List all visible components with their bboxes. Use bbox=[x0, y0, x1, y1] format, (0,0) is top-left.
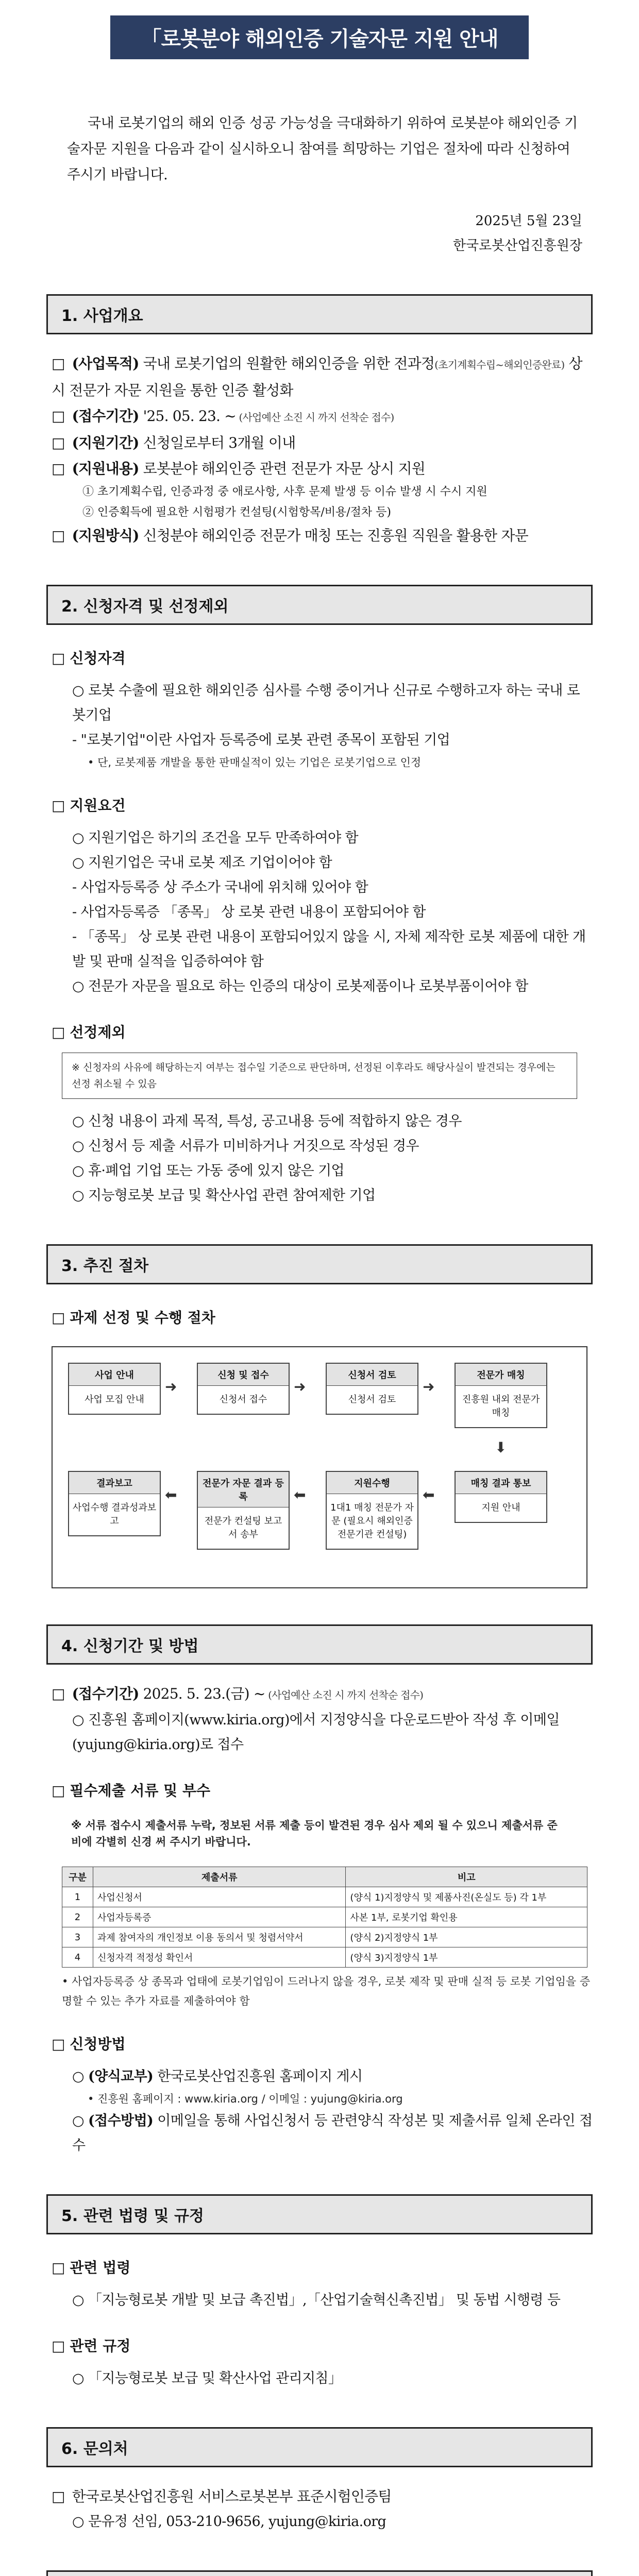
section-3-body bbox=[46, 1305, 593, 1588]
table-row: 2 사업자등록증 사본 1부, 로봇기업 확인용 bbox=[62, 1907, 587, 1927]
required-docs-table bbox=[62, 1867, 587, 1968]
requirement-item: - 「종목」 상 로봇 관련 내용이 포함되어있지 않을 시, 자체 제작한 로봇 제품에 대한 개발 및 판매 실적을 입증하여야 함 bbox=[72, 925, 593, 974]
eligibility-def: - "로봇기업"이란 사업자 등록증에 로봇 관련 종목이 포함된 기업 bbox=[72, 728, 593, 753]
period-line: □ (지원기간) 신청일로부터 3개월 이내 bbox=[52, 430, 593, 456]
arrow-right-icon: ➜ bbox=[423, 1378, 435, 1395]
rules-item: ○ 「지능형로봇 보급 및 확산사업 관리지침」 bbox=[72, 2366, 593, 2391]
exclusion-item: ○ 신청 내용이 과제 목적, 특성, 공고내용 등에 적합하지 않은 경우 bbox=[72, 1109, 593, 1134]
section-4-body bbox=[46, 1681, 593, 2158]
exclusion-item: ○ 휴·폐업 기업 또는 가동 중에 있지 않은 기업 bbox=[72, 1159, 593, 1183]
flow-step: 신청 및 접수 신청서 접수 bbox=[197, 1363, 290, 1415]
process-flowchart bbox=[52, 1346, 587, 1588]
exclusion-item: ○ 신청서 등 제출 서류가 미비하거나 거짓으로 작성된 경우 bbox=[72, 1134, 593, 1159]
section-6-heading: 6. 문의처 bbox=[46, 2427, 593, 2467]
requirement-item: ○ 전문가 자문을 필요로 하는 인증의 대상이 로봇제품이나 로봇부품이어야 함 bbox=[72, 974, 593, 999]
exclusion-heading: □ 선정제외 bbox=[52, 1020, 593, 1045]
issuing-org: 한국로봇산업진흥원장 bbox=[452, 238, 582, 253]
arrow-left-icon: ⬅ bbox=[165, 1486, 177, 1503]
flow-step: 매칭 결과 통보 지원 안내 bbox=[455, 1471, 547, 1523]
required-docs-heading: □ 필수제출 서류 및 부수 bbox=[52, 1778, 593, 1804]
requirement-item: - 사업자등록증 상 주소가 국내에 위치해 있어야 함 bbox=[72, 875, 593, 900]
table-row: 1 사업신청서 (양식 1)지정양식 및 제품사진(온실도 등) 각 1부 bbox=[62, 1887, 587, 1907]
content-sub-1: ① 초기계획수립, 인증과정 중 애로사항, 사후 문제 발생 등 이슈 발생 시 수시 지원 bbox=[82, 485, 487, 498]
flow-step: 전문가 매칭 진흥원 내외 전문가 매칭 bbox=[455, 1363, 547, 1428]
section-1-heading: 1. 사업개요 bbox=[46, 294, 593, 334]
arrow-down-icon: ⬇ bbox=[495, 1439, 507, 1456]
table-row: 3 과제 참여자의 개인정보 이용 동의서 및 청렴서약서 (양식 2)지정양식 1부 bbox=[62, 1927, 587, 1947]
section-4-heading: 4. 신청기간 및 방법 bbox=[46, 1624, 593, 1665]
section-1-body bbox=[46, 351, 593, 549]
apply-contact-note: • 진흥원 홈페이지 : www.kiria.org / 이메일 : yujung@kiria.org bbox=[88, 2089, 593, 2109]
apply-method-heading: □ 신청방법 bbox=[52, 2031, 593, 2057]
table-header-row: 구분 제출서류 비고 bbox=[62, 1867, 587, 1887]
section-2-body bbox=[46, 646, 593, 1208]
flow-step: 신청서 검토 신청서 검토 bbox=[326, 1363, 418, 1415]
exclusion-item: ○ 지능형로봇 보급 및 확산사업 관련 참여제한 기업 bbox=[72, 1183, 593, 1208]
receipt-period-line: □ (접수기간) 2025. 5. 23.(금) ~ (사업예산 소진 시 까지 선착순 접수) bbox=[52, 1681, 593, 1708]
laws-heading: □ 관련 법령 bbox=[52, 2255, 593, 2281]
contact-person: ○ 문유정 선임, 053-210-9656, yujung@kiria.org bbox=[72, 2510, 593, 2534]
arrow-left-icon: ⬅ bbox=[423, 1486, 435, 1503]
section-7-heading bbox=[46, 2570, 593, 2576]
receipt-period-sub: ○ 진흥원 홈페이지(www.kiria.org)에서 지정양식을 다운로드받아 작성 후 이메일(yujung@kiria.org)로 접수 bbox=[72, 1708, 593, 1757]
arrow-right-icon: ➜ bbox=[165, 1378, 177, 1395]
section-5-body bbox=[46, 2255, 593, 2391]
flow-step: 결과보고 사업수행 결과성과보고 bbox=[68, 1471, 161, 1536]
requirement-item: ○ 지원기업은 국내 로봇 제조 기업이어야 함 bbox=[72, 851, 593, 875]
rules-heading: □ 관련 규정 bbox=[52, 2333, 593, 2359]
issue-block bbox=[46, 209, 582, 258]
table-row: 4 신청자격 적정성 확인서 (양식 3)지정양식 1부 bbox=[62, 1947, 587, 1968]
flow-step: 전문가 자문 결과 등록 전문가 컨설팅 보고서 송부 bbox=[197, 1471, 290, 1550]
exclusion-note: ※ 신청자의 사유에 해당하는지 여부는 접수일 기준으로 판단하며, 선정된 이후라도 해당사실이 발견되는 경우에는 선정 취소될 수 있음 bbox=[62, 1053, 577, 1099]
section-3-heading: 3. 추진 절차 bbox=[46, 1244, 593, 1284]
arrow-left-icon: ⬅ bbox=[294, 1486, 306, 1503]
title-wrap bbox=[46, 0, 593, 59]
flow-step: 사업 안내 사업 모집 안내 bbox=[68, 1363, 161, 1415]
content-line: □ (지원내용) 로봇분야 해외인증 관련 전문가 자문 상시 지원 bbox=[52, 456, 593, 482]
apply-submit-line: ○ (접수방법) 이메일을 통해 사업신청서 등 관련양식 작성본 및 제출서류 일체 온라인 접수 bbox=[72, 2109, 593, 2158]
required-docs-note: ※ 서류 접수시 제출서류 누락, 정보된 서류 제출 등이 발견된 경우 심사 제외 될 수 있으니 제출서류 준비에 각별히 신경 써 주시기 바랍니다. bbox=[71, 1819, 558, 1848]
laws-item: ○ 「지능형로봇 개발 및 보급 촉진법」,「산업기술혁신촉진법」 및 동법 시행령 등 bbox=[72, 2288, 593, 2313]
requirements-heading: □ 지원요건 bbox=[52, 793, 593, 819]
arrow-right-icon: ➜ bbox=[294, 1378, 306, 1395]
purpose-line: □ (사업목적) 국내 로봇기업의 원활한 해외인증을 위한 전과정(초기계획수립~해외인증완료) 상시 전문가 자문 지원을 통한 인증 활성화 bbox=[52, 351, 593, 403]
section-5-heading: 5. 관련 법령 및 규정 bbox=[46, 2194, 593, 2234]
content-sub-2: ② 인증획득에 필요한 시험평가 컨설팅(시험항목/비용/절차 등) bbox=[82, 506, 392, 519]
contact-dept: □ 한국로봇산업진흥원 서비스로봇본부 표준시험인증팀 bbox=[52, 2484, 593, 2510]
section-2-heading: 2. 신청자격 및 선정제외 bbox=[46, 585, 593, 625]
intro-paragraph: 국내 로봇기업의 해외 인증 성공 가능성을 극대화하기 위하여 로봇분야 해외인증 기술자문 지원을 다음과 같이 실시하오니 참여를 희망하는 기업은 절차에 따라 신청하여 주시기 바랍니다. bbox=[67, 115, 578, 183]
flow-step: 지원수행 1대1 매칭 전문가 자문 (필요시 해외인증 전문기관 컨설팅) bbox=[326, 1471, 418, 1550]
section-6-body bbox=[46, 2484, 593, 2534]
page-title: 「로봇분야 해외인증 기술자문 지원 안내 bbox=[110, 15, 529, 59]
eligibility-note: • 단, 로봇제품 개발을 통한 판매실적이 있는 기업은 로봇기업으로 인정 bbox=[88, 753, 593, 772]
issue-date: 2025년 5월 23일 bbox=[475, 213, 582, 229]
table-note: • 사업자등록증 상 종목과 업태에 로봇기업임이 드러나지 않을 경우, 로봇 제작 및 판매 실적 등 로봇 기업임을 증명할 수 있는 추가 자료를 제출하여야 함 bbox=[62, 1972, 593, 2011]
requirement-item: - 사업자등록증 「종목」 상 로봇 관련 내용이 포함되어야 함 bbox=[72, 900, 593, 925]
method-line: □ (지원방식) 신청분야 해외인증 전문가 매칭 또는 진흥원 직원을 활용한 자문 bbox=[52, 523, 593, 549]
requirement-item: ○ 지원기업은 하기의 조건을 모두 만족하여야 함 bbox=[72, 826, 593, 851]
receipt-line: □ (접수기간) '25. 05. 23. ~ (사업예산 소진 시 까지 선착순 접수) bbox=[52, 403, 593, 430]
apply-form-line: ○ (양식교부) 한국로봇산업진흥원 홈페이지 게시 bbox=[72, 2064, 593, 2089]
process-heading: □ 과제 선정 및 수행 절차 bbox=[52, 1305, 593, 1331]
eligibility-heading: □ 신청자격 bbox=[52, 646, 593, 671]
eligibility-item: ○ 로봇 수출에 필요한 해외인증 심사를 수행 중이거나 신규로 수행하고자 하는 국내 로봇기업 bbox=[72, 679, 593, 728]
